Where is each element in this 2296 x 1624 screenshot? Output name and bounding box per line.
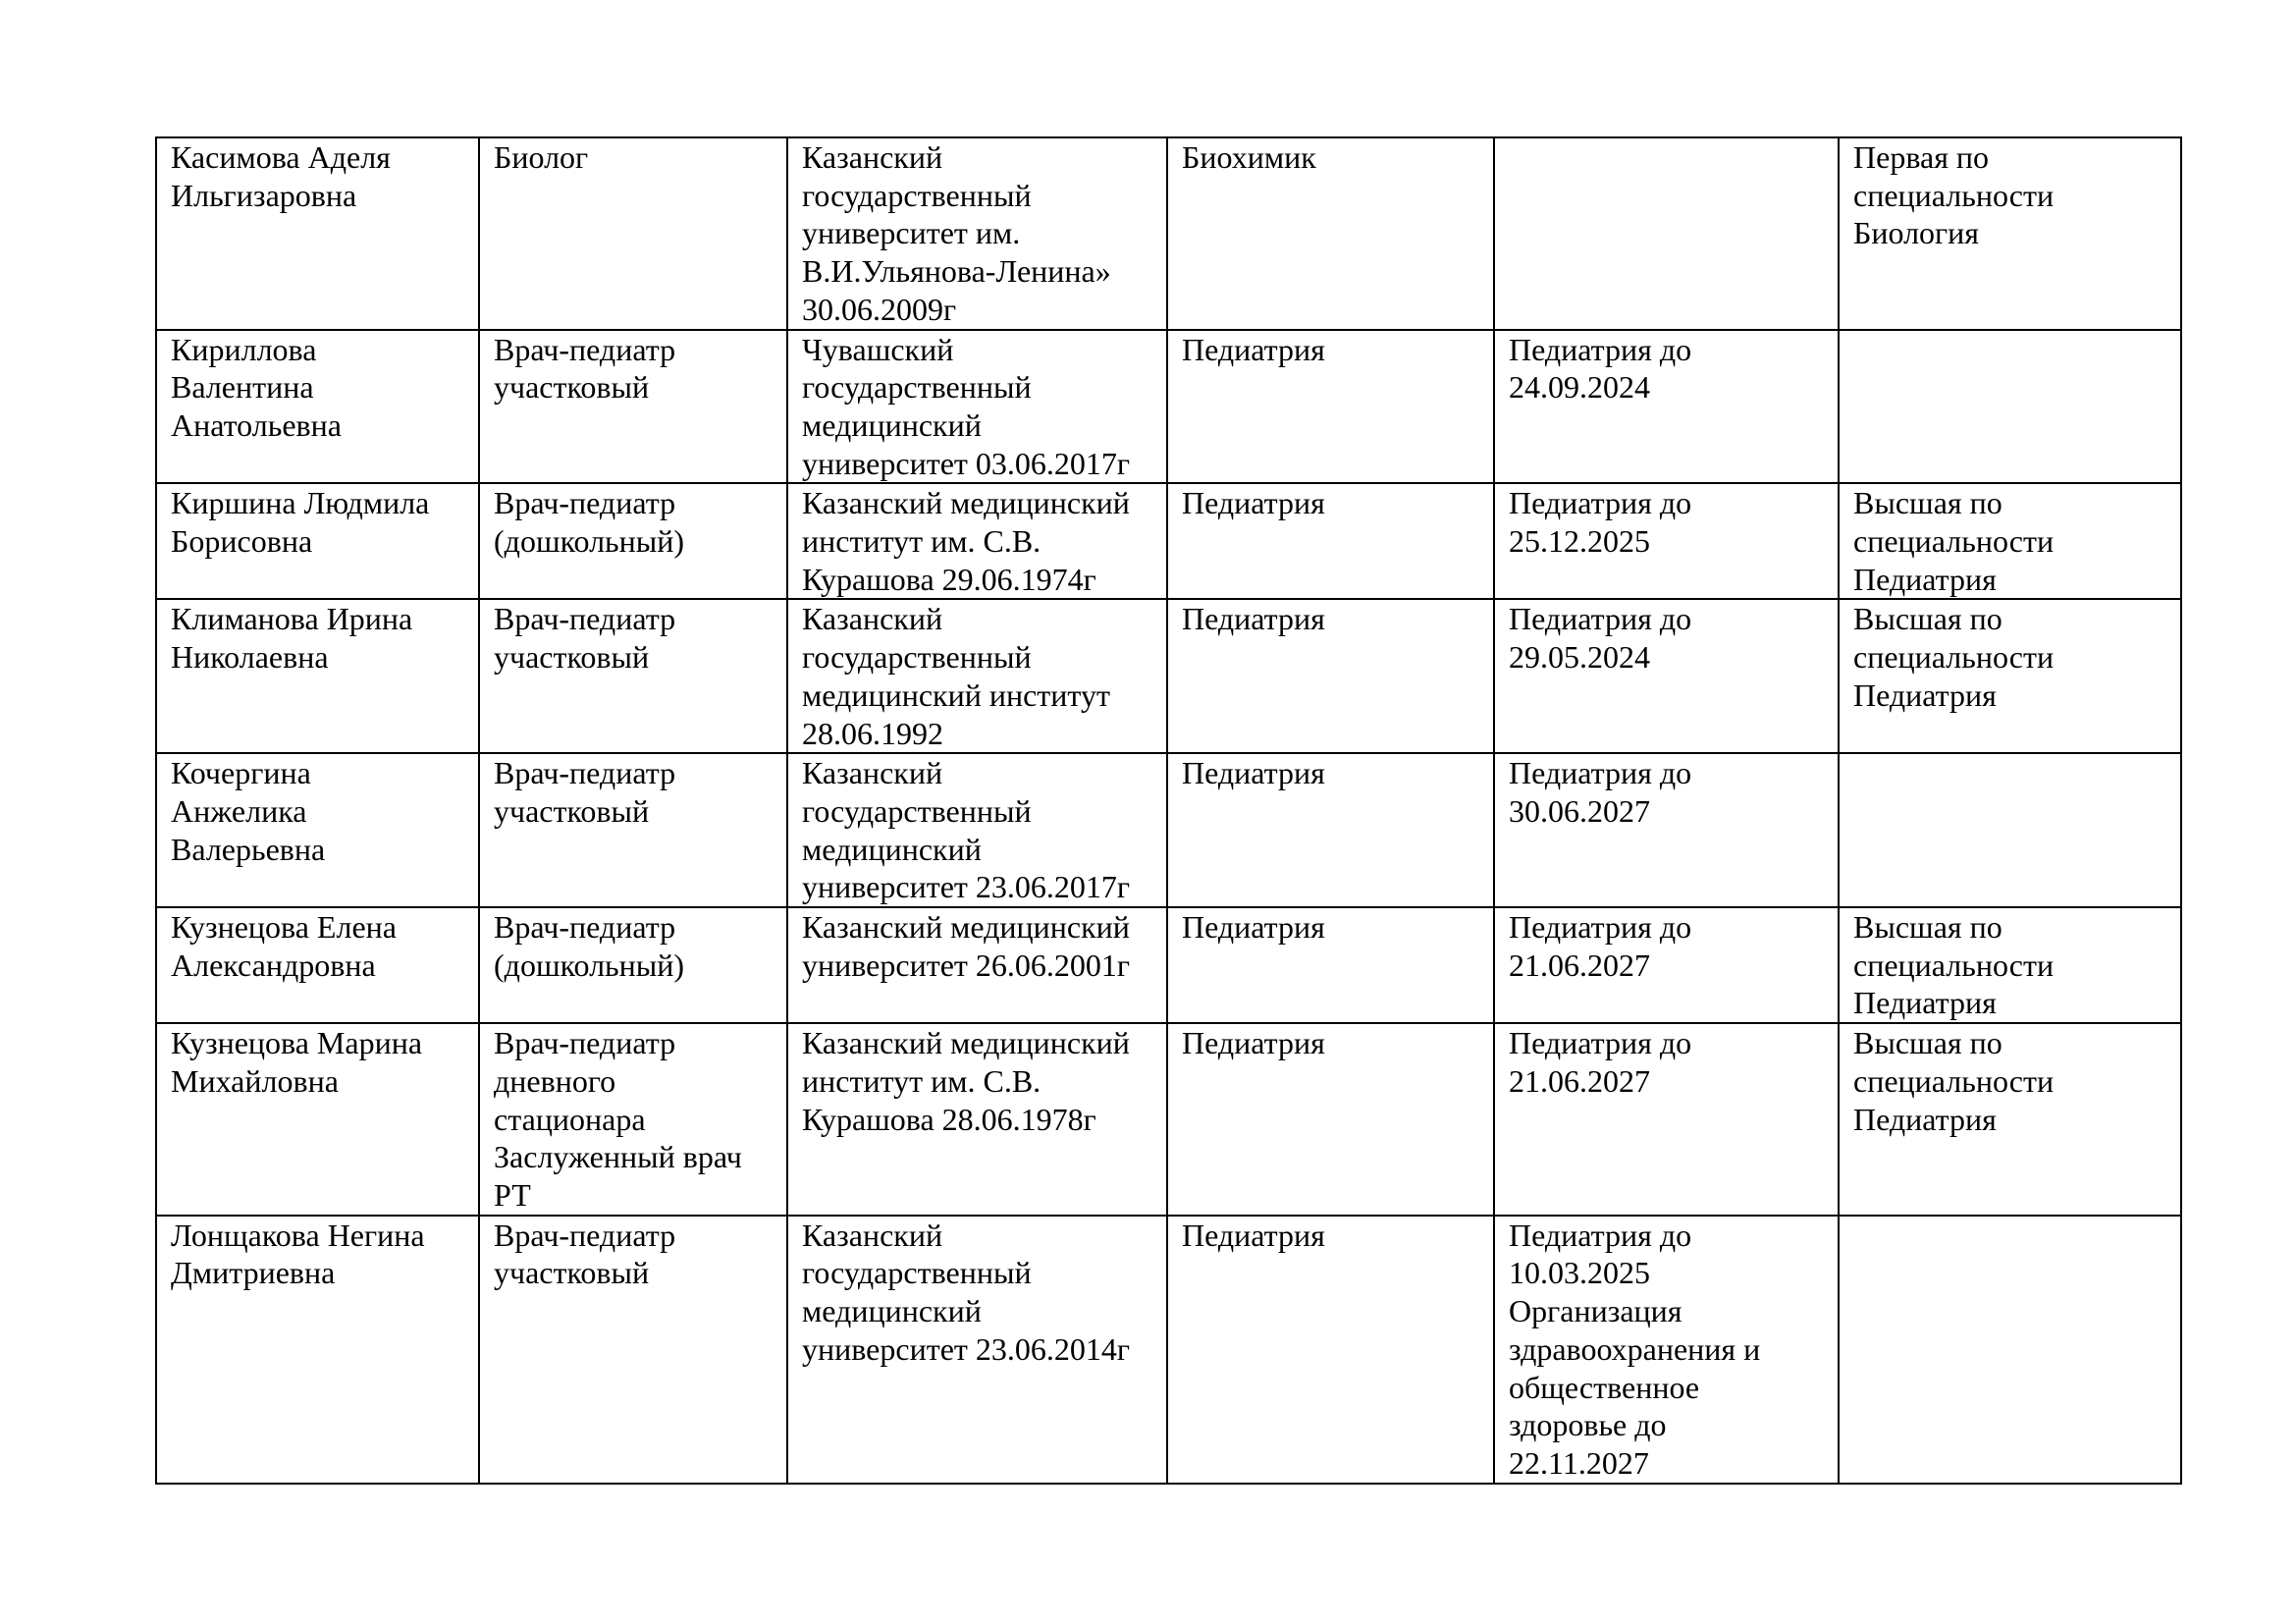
name-cell: Киршина Людмила Борисовна bbox=[156, 483, 479, 599]
specialty-cell: Педиатрия bbox=[1167, 1216, 1494, 1484]
table-row bbox=[156, 483, 2181, 599]
category-cell bbox=[1839, 330, 2181, 484]
specialty-cell: Педиатрия bbox=[1167, 753, 1494, 907]
education-cell: Казанский медицинский институт им. С.В. Курашова 29.06.1974г bbox=[787, 483, 1167, 599]
specialty-cell: Педиатрия bbox=[1167, 599, 1494, 753]
specialty-cell: Педиатрия bbox=[1167, 483, 1494, 599]
staff-table bbox=[155, 136, 2182, 1485]
table-row bbox=[156, 599, 2181, 753]
position-cell: Биолог bbox=[479, 137, 787, 330]
name-cell: Лонщакова Негина Дмитриевна bbox=[156, 1216, 479, 1484]
table-row bbox=[156, 1216, 2181, 1484]
table-row bbox=[156, 1023, 2181, 1216]
education-cell: Казанский государственный университет им. В.И.Ульянова-Ленина» 30.06.2009г bbox=[787, 137, 1167, 330]
name-cell: Кириллова Валентина Анатольевна bbox=[156, 330, 479, 484]
certificate-cell: Педиатрия до 29.05.2024 bbox=[1494, 599, 1839, 753]
certificate-cell: Педиатрия до 21.06.2027 bbox=[1494, 1023, 1839, 1216]
name-cell: Касимова Аделя Ильгизаровна bbox=[156, 137, 479, 330]
name-cell: Климанова Ирина Николаевна bbox=[156, 599, 479, 753]
position-cell: Врач-педиатр (дошкольный) bbox=[479, 483, 787, 599]
category-cell: Первая по специальности Биология bbox=[1839, 137, 2181, 330]
certificate-cell: Педиатрия до 25.12.2025 bbox=[1494, 483, 1839, 599]
education-cell: Казанский государственный медицинский университет 23.06.2017г bbox=[787, 753, 1167, 907]
table-row bbox=[156, 330, 2181, 484]
certificate-cell: Педиатрия до 30.06.2027 bbox=[1494, 753, 1839, 907]
name-cell: Кочергина Анжелика Валерьевна bbox=[156, 753, 479, 907]
education-cell: Чувашский государственный медицинский университет 03.06.2017г bbox=[787, 330, 1167, 484]
table-row bbox=[156, 753, 2181, 907]
position-cell: Врач-педиатр участковый bbox=[479, 330, 787, 484]
category-cell: Высшая по специальности Педиатрия bbox=[1839, 907, 2181, 1023]
table-row bbox=[156, 137, 2181, 330]
certificate-cell: Педиатрия до 21.06.2027 bbox=[1494, 907, 1839, 1023]
specialty-cell: Педиатрия bbox=[1167, 1023, 1494, 1216]
position-cell: Врач-педиатр участковый bbox=[479, 753, 787, 907]
category-cell bbox=[1839, 753, 2181, 907]
category-cell: Высшая по специальности Педиатрия bbox=[1839, 599, 2181, 753]
specialty-cell: Педиатрия bbox=[1167, 330, 1494, 484]
education-cell: Казанский государственный медицинский институт 28.06.1992 bbox=[787, 599, 1167, 753]
certificate-cell: Педиатрия до 24.09.2024 bbox=[1494, 330, 1839, 484]
certificate-cell bbox=[1494, 137, 1839, 330]
category-cell: Высшая по специальности Педиатрия bbox=[1839, 1023, 2181, 1216]
category-cell: Высшая по специальности Педиатрия bbox=[1839, 483, 2181, 599]
specialty-cell: Биохимик bbox=[1167, 137, 1494, 330]
category-cell bbox=[1839, 1216, 2181, 1484]
certificate-cell: Педиатрия до 10.03.2025 Организация здравоохранения и общественное здоровье до 22.11.2027 bbox=[1494, 1216, 1839, 1484]
education-cell: Казанский медицинский институт им. С.В. Курашова 28.06.1978г bbox=[787, 1023, 1167, 1216]
name-cell: Кузнецова Марина Михайловна bbox=[156, 1023, 479, 1216]
position-cell: Врач-педиатр участковый bbox=[479, 1216, 787, 1484]
name-cell: Кузнецова Елена Александровна bbox=[156, 907, 479, 1023]
education-cell: Казанский государственный медицинский университет 23.06.2014г bbox=[787, 1216, 1167, 1484]
position-cell: Врач-педиатр дневного стационара Заслуженный врач РТ bbox=[479, 1023, 787, 1216]
table-row bbox=[156, 907, 2181, 1023]
education-cell: Казанский медицинский университет 26.06.2001г bbox=[787, 907, 1167, 1023]
position-cell: Врач-педиатр (дошкольный) bbox=[479, 907, 787, 1023]
specialty-cell: Педиатрия bbox=[1167, 907, 1494, 1023]
position-cell: Врач-педиатр участковый bbox=[479, 599, 787, 753]
